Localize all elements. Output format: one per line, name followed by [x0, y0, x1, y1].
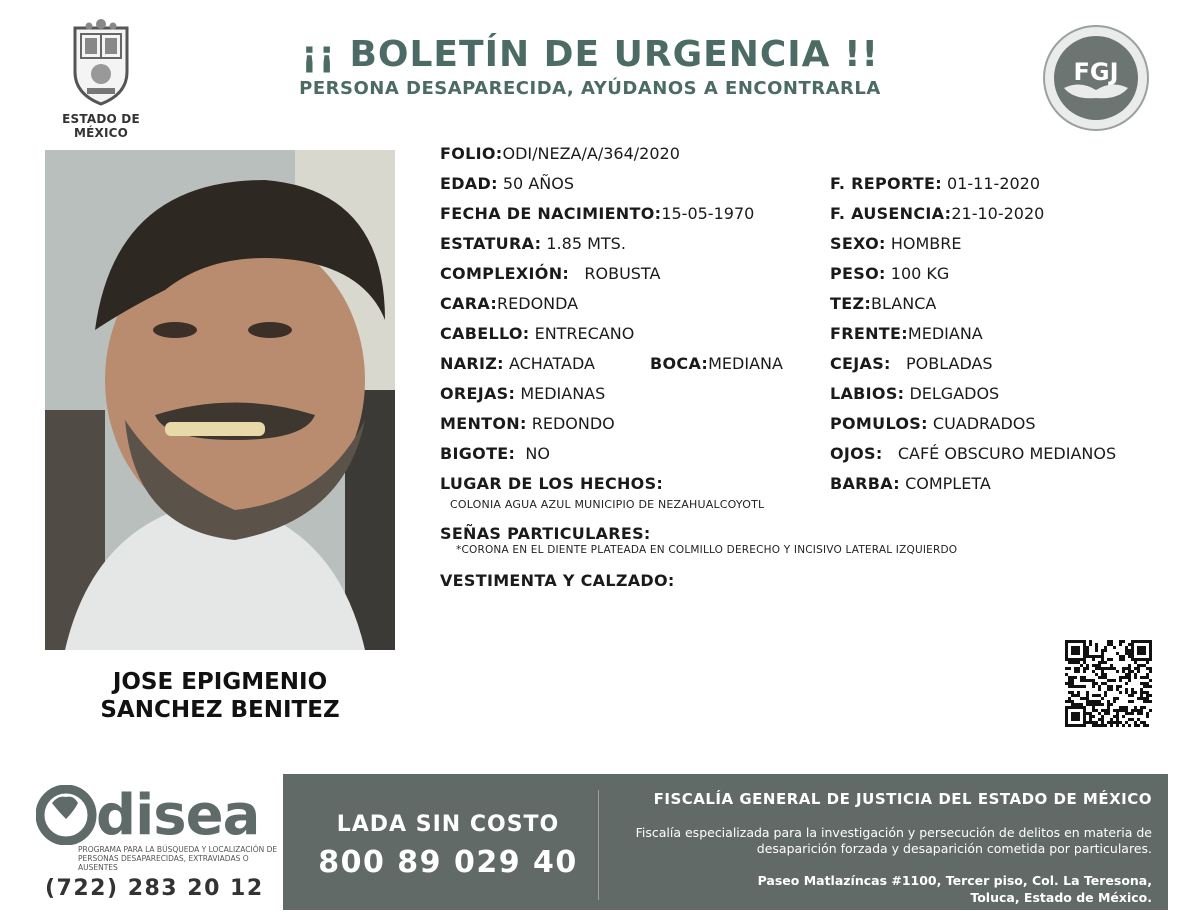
field-label: COMPLEXIÓN: [440, 264, 570, 283]
field-label: FECHA DE NACIMIENTO: [440, 204, 662, 223]
field-complexion [440, 264, 660, 284]
field-label: F. AUSENCIA: [830, 204, 952, 223]
field-cabello [440, 324, 634, 344]
field-peso [830, 264, 949, 284]
field-label: FOLIO: [440, 144, 503, 163]
person-name [45, 668, 395, 724]
person-photo [45, 150, 395, 650]
field-value: CUADRADOS [932, 414, 1036, 433]
odisea-pin-icon [36, 785, 98, 845]
field-pomulos [830, 414, 1036, 434]
field-bigote [440, 444, 550, 464]
field-value: NO [525, 444, 550, 463]
field-value: ODI/NEZA/A/364/2020 [502, 144, 680, 163]
field-value: ENTRECANO [534, 324, 635, 343]
fgj-seal-icon [1042, 24, 1150, 132]
odisea-phone[interactable]: (722) 283 20 12 [45, 876, 264, 901]
field-tez [830, 294, 936, 314]
field-frente [830, 324, 983, 344]
field-f-reporte [830, 174, 1040, 194]
field-value: MEDIANAS [520, 384, 606, 403]
field-sexo [830, 234, 961, 254]
field-value: HOMBRE [890, 234, 962, 253]
field-fecha-nacimiento [440, 204, 754, 224]
field-value: ACHATADA [508, 354, 595, 373]
field-label: VESTIMENTA Y CALZADO: [440, 571, 675, 590]
field-barba [830, 474, 991, 494]
person-name-line1: JOSE EPIGMENIO [112, 669, 328, 695]
field-menton [440, 414, 615, 434]
field-cara [440, 294, 578, 314]
field-label: OREJAS: [440, 384, 516, 403]
field-label: BIGOTE: [440, 444, 516, 463]
field-value: 21-10-2020 [951, 204, 1045, 223]
odisea-tagline: PROGRAMA PARA LA BÚSQUEDA Y LOCALIZACIÓN DE PERSONAS DESAPARECIDAS, EXTRAVIADAS O AUSENTES [78, 845, 278, 872]
field-lugar-hechos-value: COLONIA AGUA AZUL MUNICIPIO DE NEZAHUALCOYOTL [450, 498, 765, 511]
field-value: MEDIANA [907, 324, 983, 343]
field-label: BARBA: [830, 474, 900, 493]
field-value: COMPLETA [905, 474, 991, 493]
field-labios [830, 384, 999, 404]
bulletin-title: ¡¡ BOLETÍN DE URGENCIA !! [301, 34, 879, 75]
field-label: SEXO: [830, 234, 886, 253]
lada-phone-number[interactable]: 800 89 029 40 [318, 845, 578, 880]
field-value: POBLADAS [906, 354, 993, 373]
fiscalia-title: FISCALÍA GENERAL DE JUSTICIA DEL ESTADO DE MÉXICO [653, 790, 1152, 808]
field-label: EDAD: [440, 174, 498, 193]
field-label: FRENTE: [830, 324, 908, 343]
field-label: MENTON: [440, 414, 527, 433]
field-label: LUGAR DE LOS HECHOS: [440, 474, 664, 493]
field-label: CABELLO: [440, 324, 530, 343]
field-label: POMULOS: [830, 414, 928, 433]
odisea-logo [36, 785, 98, 849]
person-name-line2: SANCHEZ BENITEZ [100, 697, 340, 723]
field-edad [440, 174, 574, 194]
fiscalia-description: Fiscalía especializada para la investigación y persecución de delitos en materia de desaparición forzada y desaparición cometida por particulares. [635, 825, 1152, 856]
fiscalia-address [632, 872, 1152, 906]
field-label: LABIOS: [830, 384, 905, 403]
field-label: TEZ: [830, 294, 872, 313]
field-value: DELGADOS [909, 384, 1000, 403]
field-label: CEJAS: [830, 354, 891, 373]
field-value: ROBUSTA [584, 264, 661, 283]
field-f-ausencia [830, 204, 1044, 224]
field-value: 1.85 MTS. [546, 234, 626, 253]
field-label: OJOS: [830, 444, 883, 463]
field-label: SEÑAS PARTICULARES: [440, 524, 651, 543]
field-label: ESTATURA: [440, 234, 542, 253]
field-label: NARIZ: [440, 354, 504, 373]
field-label: PESO: [830, 264, 886, 283]
field-value: 50 AÑOS [502, 174, 574, 193]
field-cejas [830, 354, 993, 374]
field-value: 100 KG [890, 264, 950, 283]
bulletin-subtitle: PERSONA DESAPARECIDA, AYÚDANOS A ENCONTRARLA [299, 78, 881, 99]
field-folio [440, 144, 680, 164]
person-portrait-image [45, 150, 395, 650]
field-label: F. REPORTE: [830, 174, 942, 193]
field-orejas [440, 384, 605, 404]
field-senas [440, 524, 651, 544]
lada-sin-costo-label: LADA SIN COSTO [336, 812, 560, 837]
state-name: ESTADO DE MÉXICO [62, 112, 140, 140]
fgj-logo-text: FGJ [1073, 58, 1119, 86]
coat-of-arms-icon [61, 18, 141, 106]
fgj-logo [1042, 24, 1150, 136]
qr-code-icon [1063, 640, 1157, 730]
estado-de-mexico-logo [40, 18, 162, 140]
field-boca [650, 354, 783, 374]
field-label: CARA: [440, 294, 498, 313]
qr-code[interactable] [1063, 640, 1157, 730]
footer-divider [598, 790, 599, 900]
field-ojos [830, 444, 1116, 464]
field-value: 01-11-2020 [947, 174, 1041, 193]
field-value: REDONDO [531, 414, 615, 433]
field-label: BOCA: [650, 354, 709, 373]
field-value: CAFÉ OBSCURO MEDIANOS [897, 444, 1117, 463]
field-vestimenta [440, 571, 675, 591]
field-lugar-hechos [440, 474, 663, 494]
field-value: REDONDA [497, 294, 579, 313]
field-value: MEDIANA [708, 354, 783, 373]
field-senas-value: *CORONA EN EL DIENTE PLATEADA EN COLMILLO DERECHO Y INCISIVO LATERAL IZQUIERDO [456, 544, 958, 556]
field-value: BLANCA [871, 294, 937, 313]
field-nariz [440, 354, 595, 374]
address-line-1: Paseo Matlazíncas #1100, Tercer piso, Col. La Teresona, [757, 873, 1152, 888]
field-estatura [440, 234, 626, 254]
address-line-2: Toluca, Estado de México. [970, 890, 1152, 905]
odisea-wordmark: disea [96, 783, 260, 848]
field-value: 15-05-1970 [661, 204, 755, 223]
